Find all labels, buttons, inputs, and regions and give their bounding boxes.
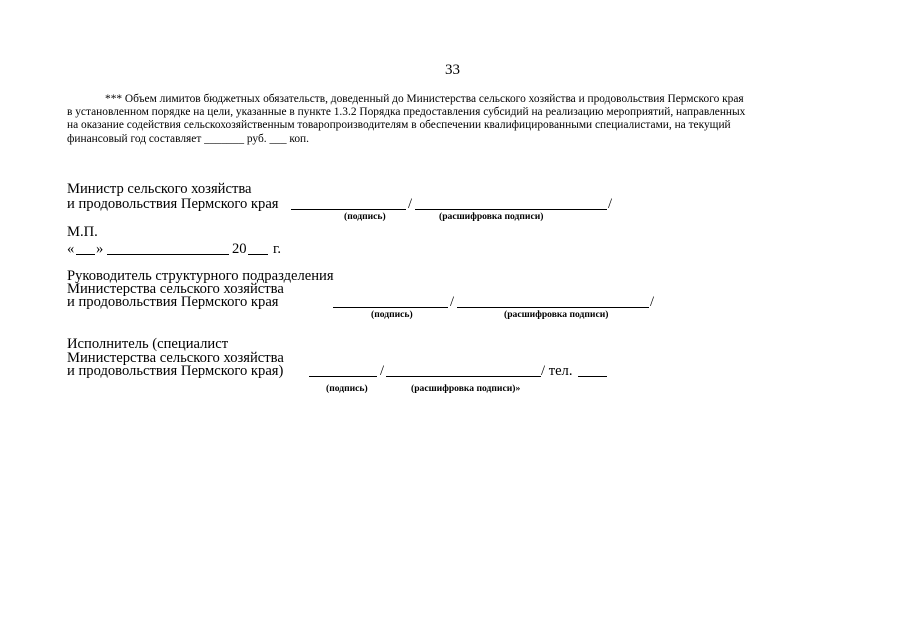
date-year-prefix: 20 — [232, 241, 247, 257]
executor-signature-line — [309, 376, 377, 377]
executor-title-line-3: и продовольствия Пермского края) — [67, 363, 284, 379]
page-number: 33 — [445, 62, 460, 78]
date-year-suffix: г. — [273, 241, 281, 257]
executor-phone-line — [578, 376, 607, 377]
executor-caption-sign: (подпись) — [326, 383, 368, 394]
executor-phone-label: / тел. — [541, 363, 573, 379]
date-day-line — [76, 254, 95, 255]
minister-title-line-1: Министр сельского хозяйства — [67, 181, 252, 197]
footnote-line-1: *** Объем лимитов бюджетных обязательств, доведенный до Министерства сельского хозяйства и продовольствия Пермского края — [105, 93, 744, 105]
footnote-line-4: финансовый год составляет _______ руб. ___ коп. — [67, 132, 309, 145]
executor-title-line-2: Министерства сельского хозяйства — [67, 350, 284, 366]
head-slash-mid: / — [450, 294, 455, 310]
minister-decode-line — [415, 209, 607, 210]
head-caption-decode: (расшифровка подписи) — [504, 309, 609, 320]
head-caption-sign: (подпись) — [371, 309, 413, 320]
date-open-quote: « — [67, 241, 75, 257]
head-title-line-3: и продовольствия Пермского края — [67, 294, 279, 310]
executor-slash-mid: / — [380, 363, 385, 379]
date-month-line — [107, 254, 229, 255]
footnote-line-3: на оказание содействия сельскохозяйственным товаропроизводителям в обеспечении квалифицированными специалистами, на текущий — [67, 119, 731, 132]
minister-slash-mid: / — [408, 196, 413, 212]
executor-title-line-1: Исполнитель (специалист — [67, 336, 229, 352]
date-close-quote: » — [96, 241, 104, 257]
minister-caption-decode: (расшифровка подписи) — [439, 211, 544, 222]
date-year-line — [248, 254, 268, 255]
minister-slash-end: / — [608, 196, 613, 212]
head-title-line-1: Руководитель структурного подразделения — [67, 268, 334, 284]
executor-decode-line — [386, 376, 541, 377]
footnote-line-2: в установленном порядке на цели, указанные в пункте 1.3.2 Порядка предоставления субсидий на реализацию мероприятий, направленных — [67, 106, 746, 119]
footnote-paragraph — [67, 93, 851, 146]
head-title-line-2: Министерства сельского хозяйства — [67, 281, 284, 297]
seal-mark: М.П. — [67, 224, 98, 240]
minister-title-line-2: и продовольствия Пермского края — [67, 196, 279, 212]
minister-caption-sign: (подпись) — [344, 211, 386, 222]
head-slash-end: / — [650, 294, 655, 310]
head-decode-line — [457, 307, 649, 308]
minister-signature-line — [291, 209, 406, 210]
executor-caption-decode: (расшифровка подписи)» — [411, 383, 521, 394]
head-signature-line — [333, 307, 448, 308]
